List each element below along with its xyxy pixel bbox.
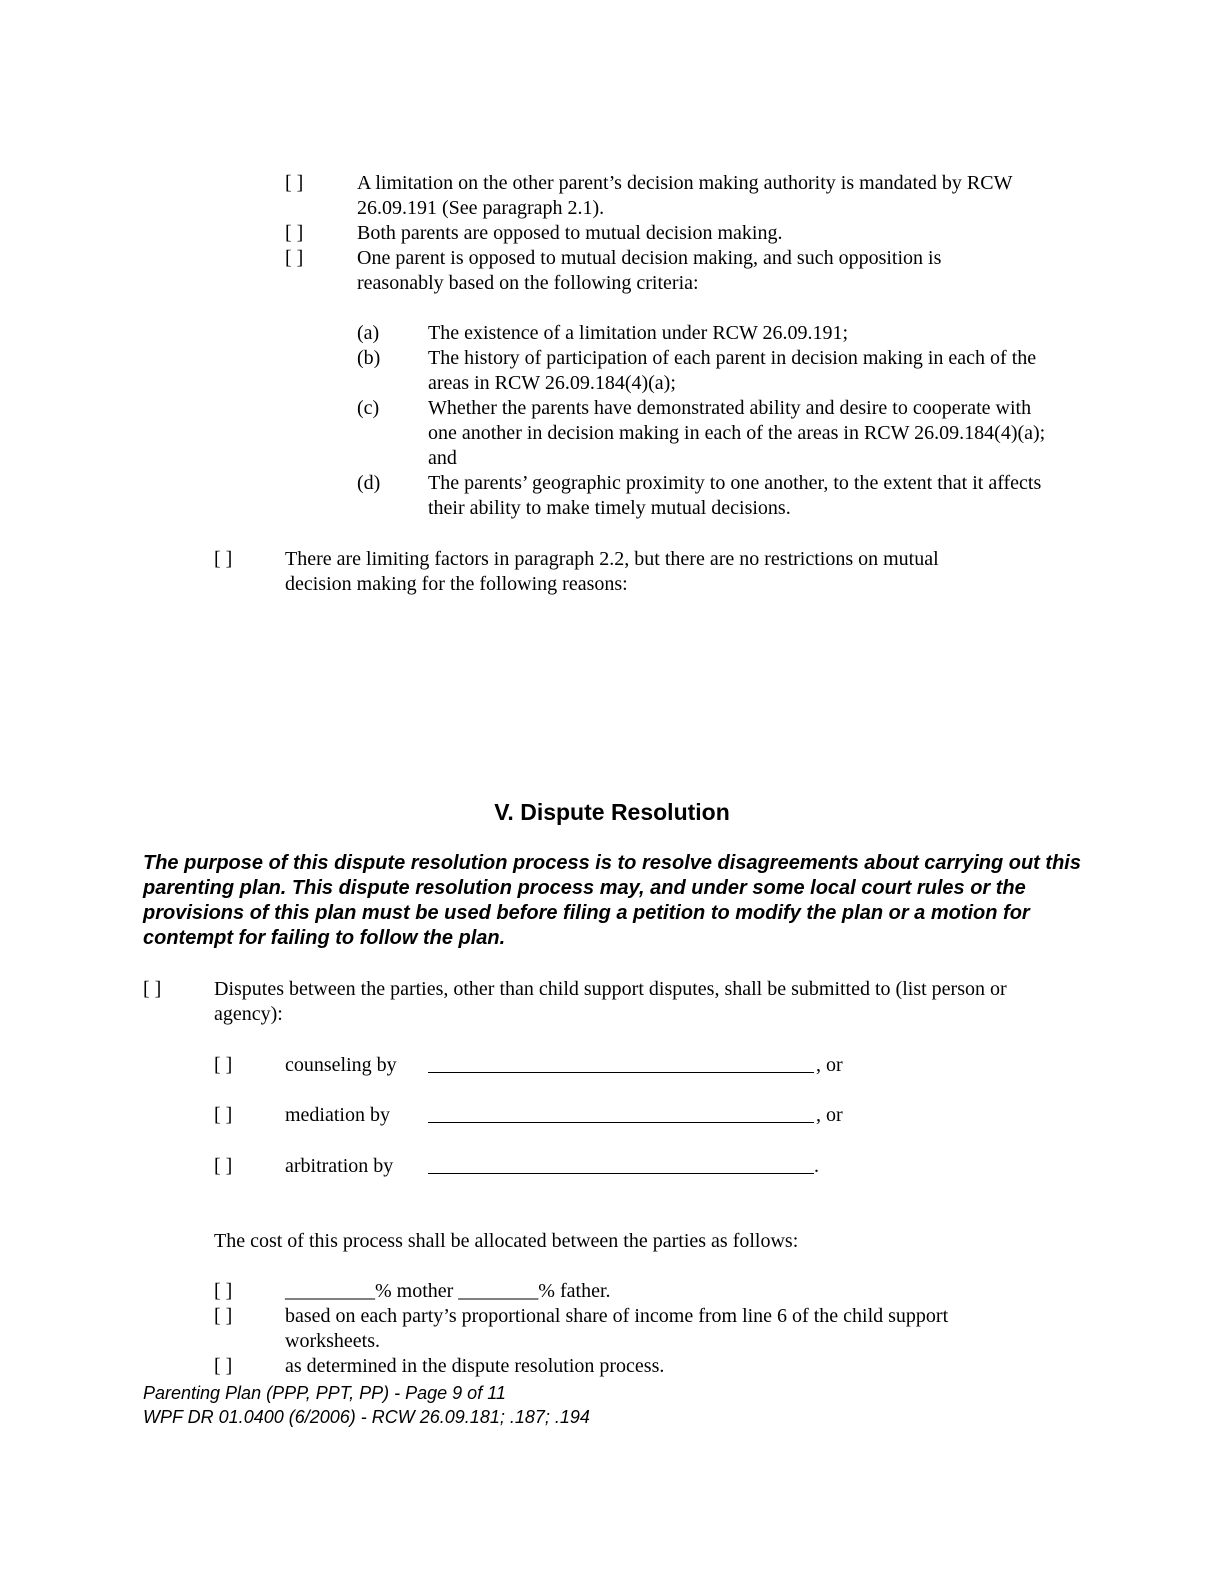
sub-criterion-label-d: (d) [357, 472, 381, 494]
footer-line-1: Parenting Plan (PPP, PPT, PP) - Page 9 of 11 [143, 1383, 506, 1403]
arbitration-label: arbitration by [285, 1155, 394, 1177]
checkbox-both-opposed[interactable]: [ ] [285, 222, 304, 244]
sub-criterion-label-b: (b) [357, 347, 381, 369]
sub-criterion-c: Whether the parents have demonstrated ability and desire to cooperate with one another in decision making in each of the areas in RCW 26.09.184(4)(a); and [428, 397, 1046, 469]
checkbox-limitation-mandated[interactable]: [ ] [285, 172, 304, 194]
counseling-label: counseling by [285, 1054, 397, 1076]
criterion-one-opposed: One parent is opposed to mutual decision making, and such opposition is reasonably based on the following criteria: [357, 247, 942, 294]
criterion-limitation-mandated: A limitation on the other parent’s decision making authority is mandated by RCW 26.09.191 (See paragraph 2.1). [357, 172, 1013, 219]
mediation-suffix: , or [816, 1104, 843, 1126]
criterion-both-opposed: Both parents are opposed to mutual decision making. [357, 222, 783, 244]
cost-intro: The cost of this process shall be allocated between the parties as follows: [214, 1230, 799, 1252]
sub-criterion-b: The history of participation of each parent in decision making in each of the areas in RCW 26.09.184(4)(a); [428, 347, 1037, 394]
arbitration-suffix: . [814, 1155, 819, 1177]
sub-criterion-d: The parents’ geographic proximity to one another, to the extent that it affects their ability to make timely mutual decisions. [428, 472, 1042, 519]
checkbox-mediation[interactable]: [ ] [214, 1104, 233, 1126]
checkbox-counseling[interactable]: [ ] [214, 1054, 233, 1076]
arbitration-blank[interactable] [428, 1173, 814, 1174]
sub-criterion-label-c: (c) [357, 397, 380, 419]
cost-determined-text: as determined in the dispute resolution process. [285, 1355, 665, 1377]
mediation-label: mediation by [285, 1104, 390, 1126]
checkbox-cost-percent[interactable]: [ ] [214, 1280, 233, 1302]
sub-criterion-a: The existence of a limitation under RCW 26.09.191; [428, 322, 849, 344]
footer-line-2: WPF DR 01.0400 (6/2006) - RCW 26.09.181; .187; .194 [143, 1407, 590, 1427]
checkbox-arbitration[interactable]: [ ] [214, 1155, 233, 1177]
limiting-factors-text: There are limiting factors in paragraph 2.2, but there are no restrictions on mutual decision making for the following reasons: [285, 548, 939, 595]
checkbox-disputes[interactable]: [ ] [143, 978, 162, 1000]
cost-proportional-text: based on each party’s proportional share of income from line 6 of the child support worksheets. [285, 1305, 949, 1352]
checkbox-one-opposed[interactable]: [ ] [285, 247, 304, 269]
checkbox-limiting-factors[interactable]: [ ] [214, 548, 233, 570]
sub-criterion-label-a: (a) [357, 322, 380, 344]
cost-percent-text: _________% mother ________% father. [285, 1280, 611, 1302]
disputes-text: Disputes between the parties, other than child support disputes, shall be submitted to (list person or agency): [214, 978, 1007, 1025]
checkbox-cost-determined[interactable]: [ ] [214, 1355, 233, 1377]
checkbox-cost-proportional[interactable]: [ ] [214, 1305, 233, 1327]
section-heading: V. Dispute Resolution [494, 799, 730, 825]
counseling-blank[interactable] [428, 1072, 814, 1073]
purpose-paragraph: The purpose of this dispute resolution process is to resolve disagreements about carrying out this parenting plan. This dispute resolution process may, and under some local court rules or the provisions of this plan must be used before filing a petition to modify the plan or a motion for contempt for failing to follow the plan. [143, 852, 1081, 949]
mediation-blank[interactable] [428, 1122, 814, 1123]
counseling-suffix: , or [816, 1054, 843, 1076]
